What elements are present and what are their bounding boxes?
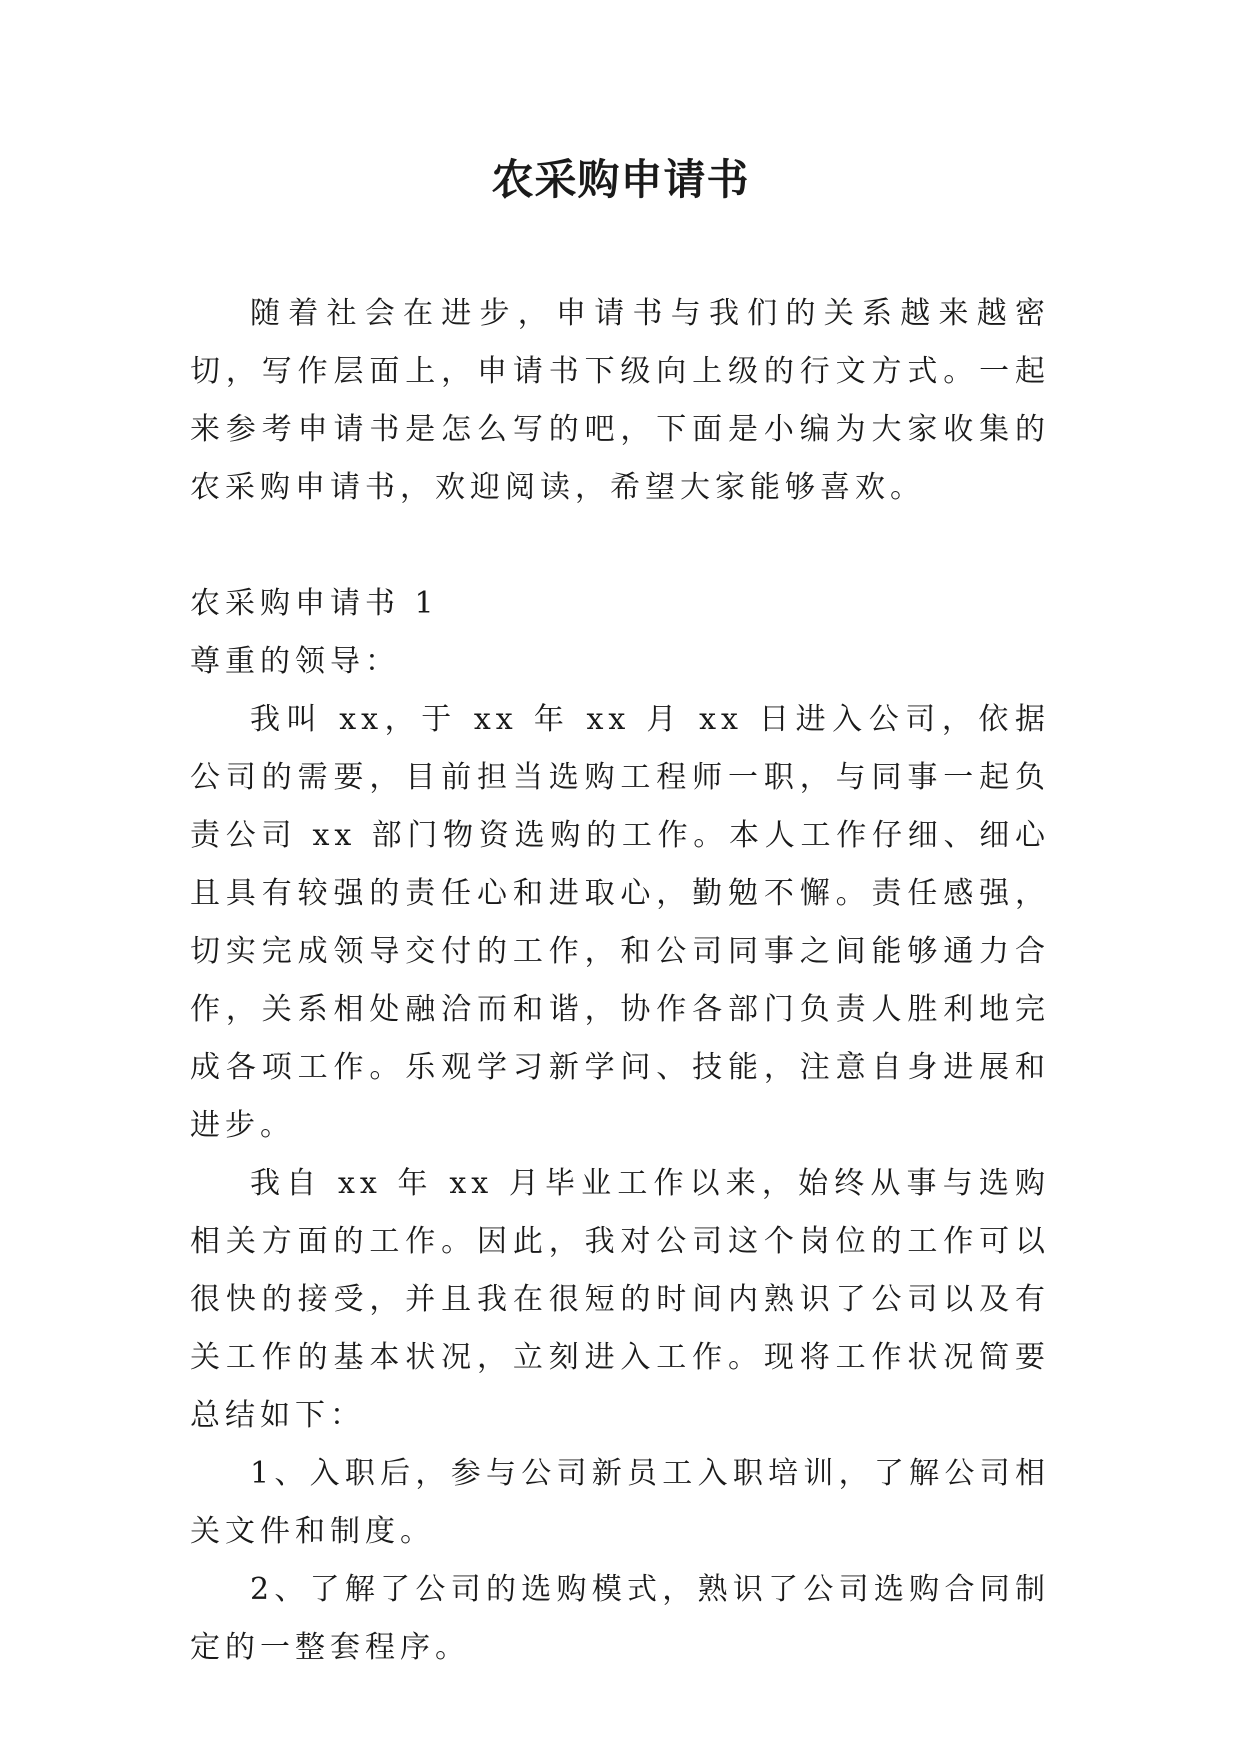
- intro-paragraph: 随着社会在进步，申请书与我们的关系越来越密切，写作层面上，申请书下级向上级的行文方式。一起来参考申请书是怎么写的吧，下面是小编为大家收集的农采购申请书，欢迎阅读，希望大家能够喜欢。: [190, 296, 1050, 505]
- salutation: 尊重的领导：: [190, 644, 400, 679]
- list-item-1: 1、入职后，参与公司新员工入职培训，了解公司相关文件和制度。: [190, 1456, 1050, 1549]
- page-title: 农采购申请书: [491, 155, 750, 204]
- list-item-2: 2、了解了公司的选购模式，熟识了公司选购合同制定的一整套程序。: [190, 1572, 1050, 1665]
- paragraph-spacer: [190, 517, 1050, 575]
- document-body: [190, 285, 1050, 1677]
- body-paragraph-2: 我自 xx 年 xx 月毕业工作以来，始终从事与选购相关方面的工作。因此，我对公司这个岗位的工作可以很快的接受，并且我在很短的时间内熟识了公司以及有关工作的基本状况，立刻进入工作。现将工作状况简要总结如下：: [190, 1166, 1050, 1433]
- section-heading: 农采购申请书 1: [190, 586, 439, 621]
- body-paragraph-1: 我叫 xx，于 xx 年 xx 月 xx 日进入公司，依据公司的需要，目前担当选购工程师一职，与同事一起负责公司 xx 部门物资选购的工作。本人工作仔细、细心且具有较强的责任心和进取心，勤勉不懈。责任感强，切实完成领导交付的工作，和公司同事之间能够通力合作，关系相处融洽而和谐，协作各部门负责人胜利地完成各项工作。乐观学习新学问、技能，注意自身进展和进步。: [190, 702, 1050, 1143]
